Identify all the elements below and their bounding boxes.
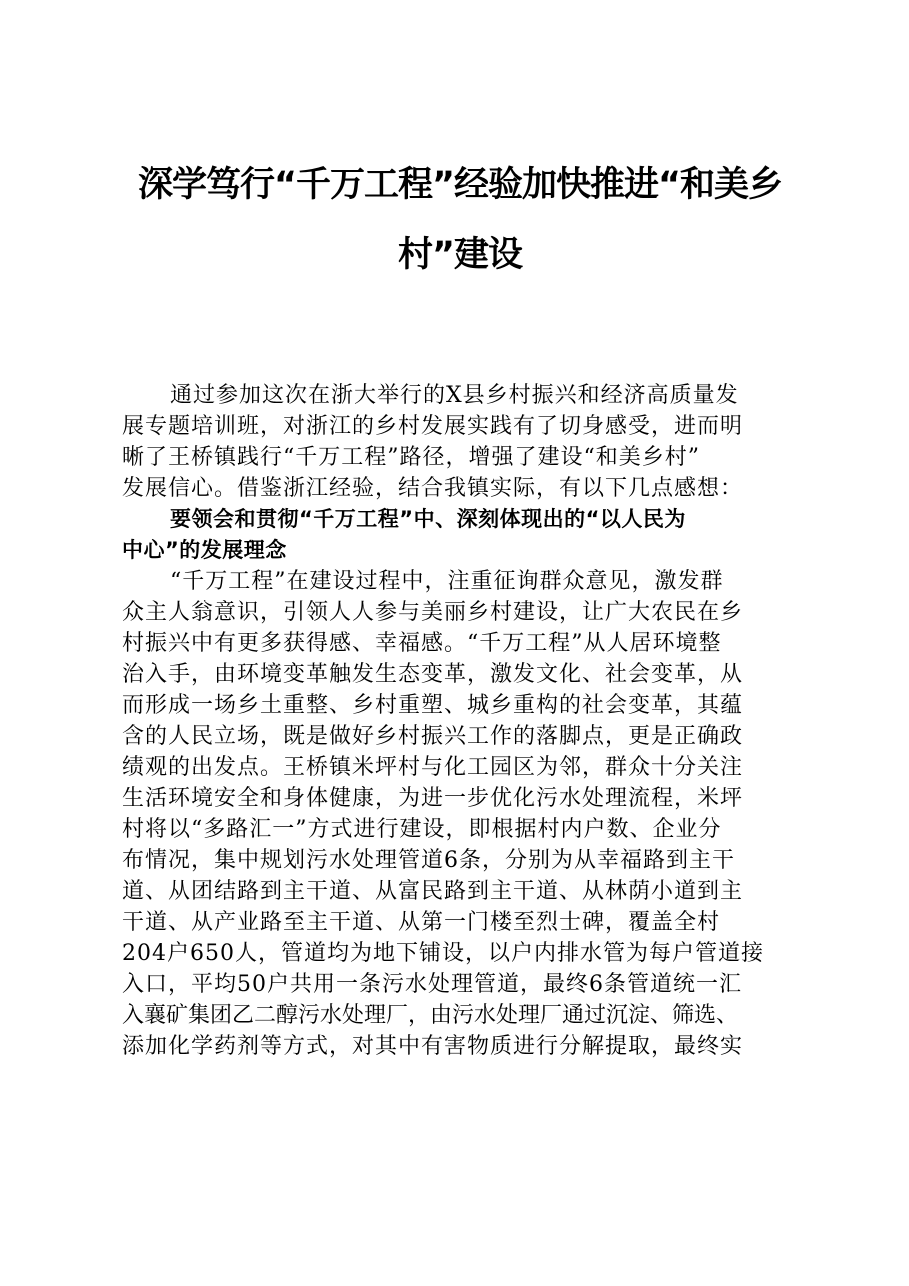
section-body-line: 村将以“多路汇一”方式进行建设，即根据村内户数、企业分 bbox=[122, 817, 722, 842]
section-body-line: 入口，平均50户共用一条污水处理管道，最终6条管道统一汇 bbox=[122, 972, 742, 997]
title-line: 深学笃行“千万工程”经验加快推进“和美乡 bbox=[137, 165, 782, 205]
section-body-line: 204户650人，管道均为地下铺设，以户内排水管为每户管道接 bbox=[122, 941, 764, 966]
intro-line: 通过参加这次在浙大举行的X县乡村振兴和经济高质量发 bbox=[170, 383, 739, 408]
section-body-line: 众主人翁意识，引领人人参与美丽乡村建设，让广大农民在乡 bbox=[122, 600, 744, 625]
section-body-line: 村振兴中有更多获得感、幸福感。“千万工程”从人居环境整 bbox=[122, 631, 722, 656]
section-body-line: 布情况，集中规划污水处理管道6条，分别为从幸福路到主干 bbox=[122, 848, 735, 873]
section-body-line: 干道、从产业路至主干道、从第一门楼至烈士碑，覆盖全村 bbox=[122, 910, 721, 935]
section-body-line: 治入手，由环境变革触发生态变革，激发文化、社会变革，从 bbox=[122, 662, 744, 687]
title-line: 村”建设 bbox=[397, 235, 522, 275]
section-heading-line: 中心”的发展理念 bbox=[122, 538, 287, 562]
section-body-line: “千万工程”在建设过程中，注重征询群众意见，激发群 bbox=[170, 569, 724, 594]
intro-line: 展专题培训班，对浙江的乡村发展实践有了切身感受，进而明 bbox=[122, 414, 744, 439]
section-body-line: 入襄矿集团乙二醇污水处理厂，由污水处理厂通过沉淀、筛选、 bbox=[122, 1003, 739, 1028]
section-body-line: 道、从团结路到主干道、从富民路到主干道、从林荫小道到主 bbox=[122, 879, 744, 904]
document-title bbox=[115, 160, 805, 280]
section-body-line: 绩观的出发点。王桥镇米坪村与化工园区为邻，群众十分关注 bbox=[122, 755, 744, 780]
document-body bbox=[122, 380, 812, 1062]
section-body-line: 添加化学药剂等方式，对其中有害物质进行分解提取，最终实 bbox=[122, 1034, 744, 1059]
section-body-line: 含的人民立场，既是做好乡村振兴工作的落脚点，更是正确政 bbox=[122, 724, 744, 749]
section-body-line: 而形成一场乡土重整、乡村重塑、城乡重构的社会变革，其蕴 bbox=[122, 693, 744, 718]
intro-line: 发展信心。借鉴浙江经验，结合我镇实际，有以下几点感想： bbox=[122, 476, 744, 501]
section-body-line: 生活环境安全和身体健康，为进一步优化污水处理流程，米坪 bbox=[122, 786, 744, 811]
intro-line: 晰了王桥镇践行“千万工程”路径，增强了建设“和美乡村” bbox=[122, 445, 700, 470]
section-heading-line: 要领会和贯彻“千万工程”中、深刻体现出的“以人民为 bbox=[170, 507, 686, 531]
